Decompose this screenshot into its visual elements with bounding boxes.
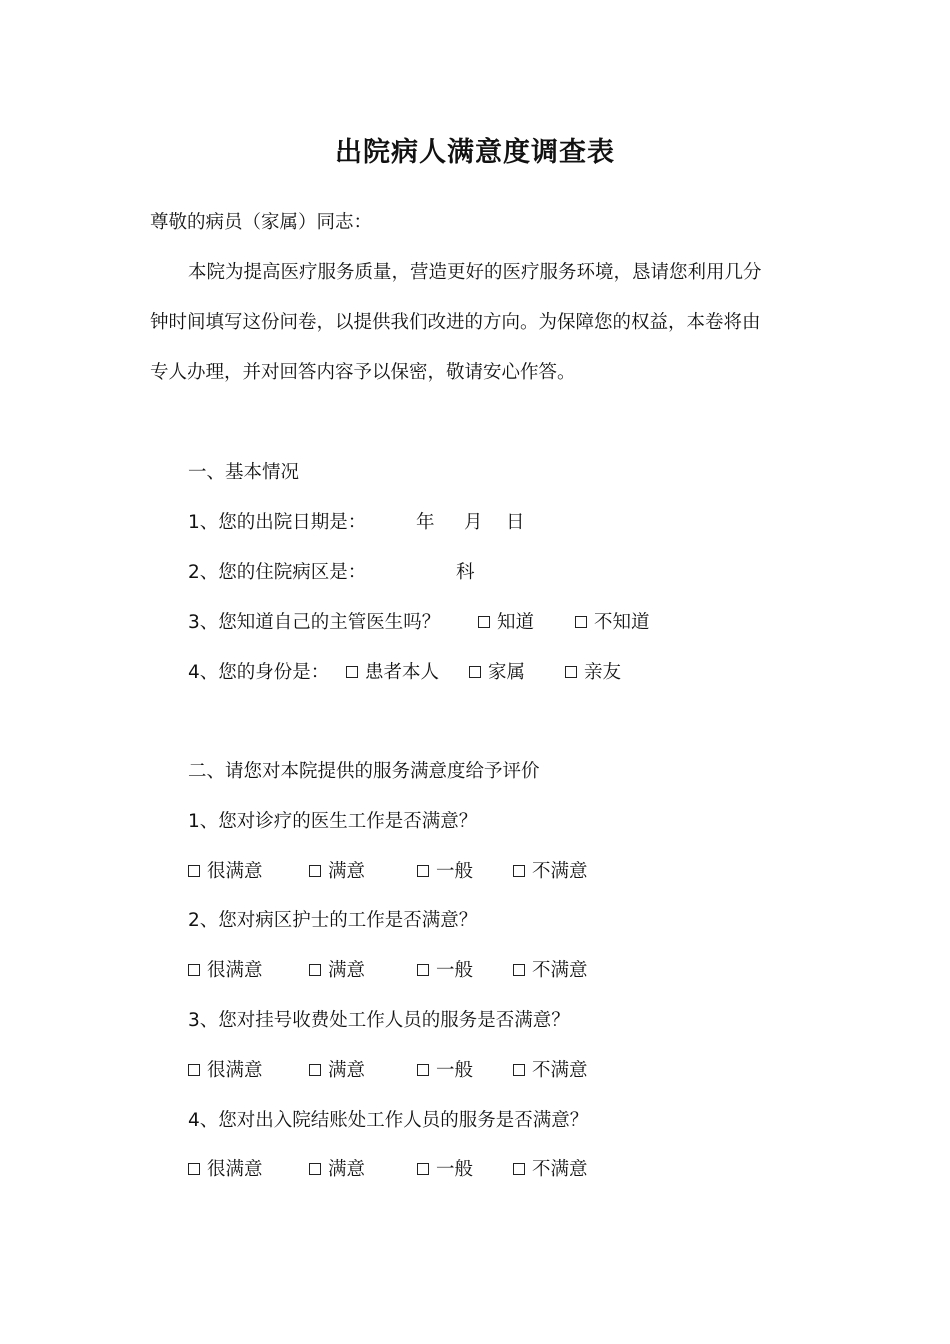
section2-heading: 二、请您对本院提供的服务满意度给予评价: [188, 761, 540, 782]
ward-label: 2、您的住院病区是：: [188, 562, 367, 583]
question-billing: 4、您对出入院结账处工作人员的服务是否满意？: [188, 1110, 589, 1131]
rating-row-billing: [188, 1156, 788, 1184]
checkbox-icon[interactable]: [346, 666, 358, 678]
checkbox-icon[interactable]: [188, 964, 200, 976]
discharge-date-label: 1、您的出院日期是：: [188, 512, 367, 533]
checkbox-icon[interactable]: [309, 1064, 321, 1076]
rating-row-nurse: [188, 957, 788, 985]
discharge-date-row: [188, 509, 788, 537]
checkbox-icon[interactable]: [513, 865, 525, 877]
option-satisfied[interactable]: 满意: [309, 1156, 365, 1184]
year-unit: 年: [416, 512, 435, 533]
intro-line-1: 本院为提高医疗服务质量，营造更好的医疗服务环境，恳请您利用几分: [188, 262, 762, 283]
identity-row: [188, 659, 788, 687]
question-nurse: 2、您对病区护士的工作是否满意？: [188, 910, 478, 931]
option-family[interactable]: 家属: [469, 659, 525, 687]
option-unsatisfied[interactable]: 不满意: [513, 957, 588, 985]
checkbox-icon[interactable]: [309, 964, 321, 976]
checkbox-icon[interactable]: [417, 964, 429, 976]
option-satisfied[interactable]: 满意: [309, 858, 365, 886]
checkbox-icon[interactable]: [513, 1163, 525, 1175]
checkbox-icon[interactable]: [513, 1064, 525, 1076]
option-unsatisfied[interactable]: 不满意: [513, 858, 588, 886]
month-unit: 月: [464, 512, 483, 533]
checkbox-icon[interactable]: [417, 1064, 429, 1076]
option-very-satisfied[interactable]: 很满意: [188, 957, 263, 985]
option-average[interactable]: 一般: [417, 957, 473, 985]
option-relative-friend[interactable]: 亲友: [565, 659, 621, 687]
option-know[interactable]: 知道: [478, 609, 534, 637]
checkbox-icon[interactable]: [478, 616, 490, 628]
checkbox-icon[interactable]: [188, 1163, 200, 1175]
checkbox-icon[interactable]: [417, 865, 429, 877]
option-very-satisfied[interactable]: 很满意: [188, 858, 263, 886]
checkbox-icon[interactable]: [469, 666, 481, 678]
option-average[interactable]: 一般: [417, 1156, 473, 1184]
department-unit: 科: [456, 562, 475, 583]
checkbox-icon[interactable]: [309, 865, 321, 877]
rating-row-doctor: [188, 858, 788, 886]
checkbox-icon[interactable]: [309, 1163, 321, 1175]
doctor-known-row: [188, 609, 788, 637]
question-doctor: 1、您对诊疗的医生工作是否满意？: [188, 811, 478, 832]
checkbox-icon[interactable]: [513, 964, 525, 976]
option-unsatisfied[interactable]: 不满意: [513, 1156, 588, 1184]
option-average[interactable]: 一般: [417, 1057, 473, 1085]
rating-row-registration: [188, 1057, 788, 1085]
option-very-satisfied[interactable]: 很满意: [188, 1156, 263, 1184]
checkbox-icon[interactable]: [188, 865, 200, 877]
option-satisfied[interactable]: 满意: [309, 957, 365, 985]
intro-line-3: 专人办理，并对回答内容予以保密，敬请安心作答。: [150, 362, 576, 383]
option-dont-know[interactable]: 不知道: [575, 609, 650, 637]
day-unit: 日: [506, 512, 525, 533]
option-unsatisfied[interactable]: 不满意: [513, 1057, 588, 1085]
checkbox-icon[interactable]: [188, 1064, 200, 1076]
option-satisfied[interactable]: 满意: [309, 1057, 365, 1085]
option-very-satisfied[interactable]: 很满意: [188, 1057, 263, 1085]
section1-heading: 一、基本情况: [188, 462, 300, 483]
identity-label: 4、您的身份是：: [188, 662, 330, 683]
ward-row: [188, 559, 788, 587]
question-registration: 3、您对挂号收费处工作人员的服务是否满意？: [188, 1010, 570, 1031]
intro-line-2: 钟时间填写这份问卷，以提供我们改进的方向。为保障您的权益，本卷将由: [150, 312, 761, 333]
doctor-known-label: 3、您知道自己的主管医生吗？: [188, 612, 441, 633]
checkbox-icon[interactable]: [575, 616, 587, 628]
page-title: 出院病人满意度调查表: [335, 137, 615, 168]
option-patient-self[interactable]: 患者本人: [346, 659, 439, 687]
option-average[interactable]: 一般: [417, 858, 473, 886]
checkbox-icon[interactable]: [417, 1163, 429, 1175]
checkbox-icon[interactable]: [565, 666, 577, 678]
greeting: 尊敬的病员（家属）同志：: [150, 212, 373, 233]
